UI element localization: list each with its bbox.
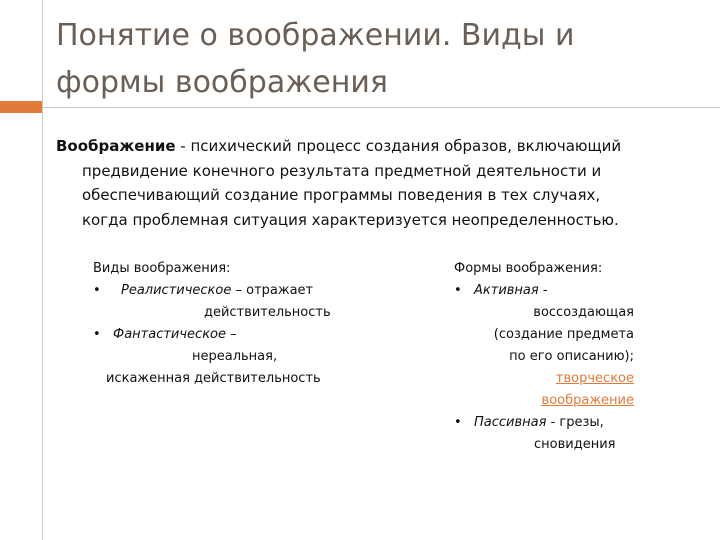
types-heading: Виды воображения: (93, 261, 231, 276)
definition-line-3: обеспечивающий создание программы поведения в тех случаях, (82, 186, 601, 204)
bullet-icon: • (454, 283, 462, 298)
definition-term: Воображение (56, 137, 176, 155)
forms-item-1-cont-3: по его описанию); (509, 349, 634, 364)
types-item-1-term: Реалистическое (121, 283, 232, 298)
creative-imagination-link[interactable]: творческое (555, 371, 634, 386)
types-item-2-rest: – (226, 327, 237, 342)
forms-heading: Формы воображения: (454, 261, 603, 276)
creative-imagination-link-2[interactable]: воображение (541, 393, 634, 408)
title-line-2: формы воображения (56, 65, 388, 100)
slide-title (56, 12, 696, 106)
title-line-1: Понятие о воображении. Виды и (56, 18, 575, 53)
definition-paragraph (56, 134, 676, 232)
types-item-2-cont-2: искаженная действительность (106, 371, 321, 386)
bullet-icon: • (93, 327, 101, 342)
forms-item-2-term: Пассивная (474, 415, 547, 430)
definition-line-4: когда проблемная ситуация характеризуется неопределенностью. (82, 210, 619, 229)
forms-item-1-cont-1: воссоздающая (533, 305, 634, 320)
types-item-1-rest: – отражает (231, 283, 314, 298)
forms-item-active (454, 280, 634, 412)
definition-line-1: - психический процесс создания образов, включающий (175, 137, 622, 155)
forms-item-2-cont: сновидения (534, 437, 616, 452)
types-item-fantastic (93, 324, 353, 390)
types-column (93, 258, 353, 390)
frame-horizontal-rule (42, 107, 720, 108)
bullet-icon: • (93, 283, 101, 298)
forms-item-passive (454, 412, 634, 456)
types-item-1-cont: действительность (204, 305, 331, 320)
forms-item-2-rest: - грезы, (546, 415, 604, 430)
forms-item-1-cont-2: (создание предмета (493, 327, 634, 342)
definition-line-2: предвидение конечного результата предметной деятельности и (82, 161, 602, 180)
accent-bar (0, 101, 42, 113)
forms-item-1-term: Активная (474, 283, 539, 298)
types-item-2-cont-1: нереальная, (192, 349, 278, 364)
frame-vertical-rule (42, 0, 43, 540)
forms-item-1-rest: - (538, 283, 548, 298)
forms-column (454, 258, 634, 456)
bullet-icon: • (454, 415, 462, 430)
types-item-2-term: Фантастическое (113, 327, 226, 342)
types-item-realistic (93, 280, 353, 324)
